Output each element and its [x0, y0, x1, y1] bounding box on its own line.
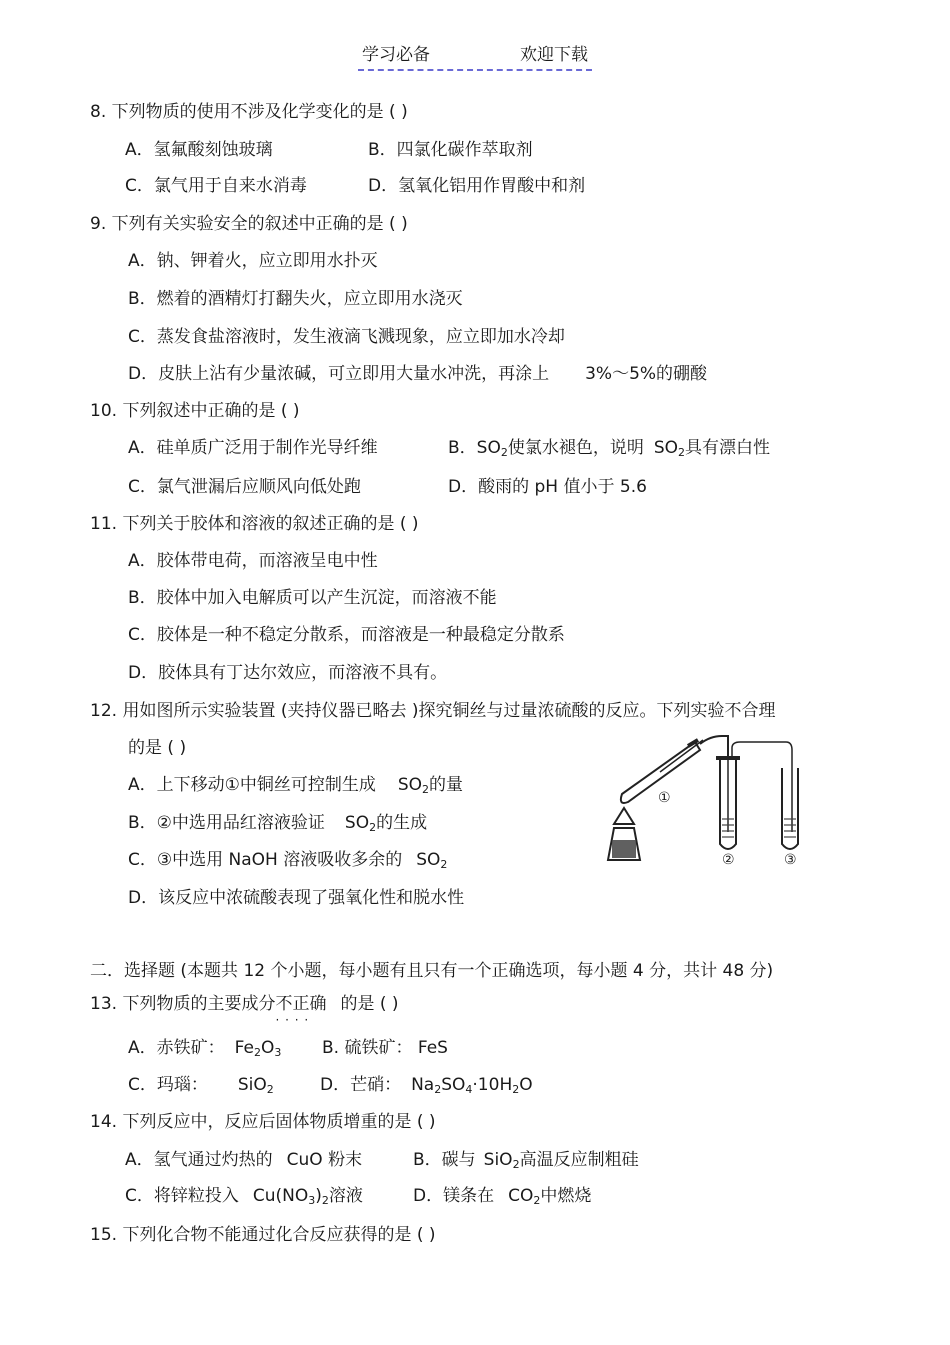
q14-b-text: B．碳与 [413, 1150, 476, 1170]
q13-d-so: SO [441, 1075, 466, 1095]
q13-d-o: O [519, 1075, 533, 1095]
q9-option-d [128, 362, 707, 386]
q12-a-text2: 的量 [429, 775, 464, 795]
q13-stem-text2: 的是 ( ) [340, 994, 399, 1014]
q13-option-a [128, 1036, 281, 1065]
q14-c-paren: ) [315, 1186, 322, 1206]
q14-c-sub2: 2 [321, 1194, 329, 1207]
q10-b-sub2: 2 [678, 446, 686, 459]
q15-stem: 15. 下列化合物不能通过化合反应获得的是 ( ) [90, 1225, 436, 1245]
q13-option-b: B. 硫铁矿： FeS [322, 1038, 448, 1058]
lamp-flame [614, 808, 634, 824]
q14-a-text2: CuO 粉末 [286, 1150, 363, 1170]
q10-option-b [448, 436, 770, 465]
delivery-tube-1 [700, 736, 728, 758]
q8-option-a: A．氢氟酸刻蚀玻璃 [125, 140, 273, 160]
q14-b-sub: 2 [512, 1158, 520, 1171]
q14-c-sub1: 3 [308, 1194, 316, 1207]
q14-option-c [125, 1184, 363, 1213]
q9-option-b: B．燃着的酒精灯打翻失火，应立即用水浇灭 [128, 289, 463, 309]
q13-a-sub2: 3 [274, 1046, 282, 1059]
q14-d-sub: 2 [533, 1194, 541, 1207]
q12-option-b [128, 811, 427, 840]
q12-a-text: A．上下移动①中铜丝可控制生成 [128, 775, 376, 795]
label-2: ② [722, 852, 735, 867]
q12-c-sub: 2 [440, 858, 448, 871]
q13-a-o: O [260, 1038, 275, 1058]
header-right: 欢迎下载 [520, 45, 588, 65]
q11-option-a: A．胶体带电荷，而溶液呈电中性 [128, 551, 378, 571]
q13-d-sub2: 4 [465, 1083, 473, 1096]
header-underline [358, 40, 592, 71]
q13-stem [90, 992, 399, 1016]
q8-option-c: C．氯气用于自来水消毒 [125, 176, 307, 196]
q14-c-text2: 溶液 [328, 1186, 363, 1206]
q12-option-c [128, 848, 447, 877]
q13-option-c [128, 1073, 274, 1102]
q13-d-text: D．芒硝： [320, 1075, 402, 1095]
q9-option-d-value: 3%～5%的硼酸 [585, 364, 708, 384]
q12-c-formula: SO [416, 850, 441, 870]
q11-stem: 11. 下列关于胶体和溶液的叙述正确的是 ( ) [90, 514, 419, 534]
q10-b-formula2: SO [653, 438, 679, 458]
q8-option-b: B．四氯化碳作萃取剂 [368, 140, 533, 160]
q13-stem-text: 13. 下列物质的主要成分 [90, 994, 276, 1014]
q12-a-sub: 2 [422, 783, 430, 796]
q14-d-formula: CO [508, 1186, 534, 1206]
q14-option-d [413, 1184, 591, 1213]
experiment-apparatus-figure [600, 732, 840, 867]
q9-option-d-text: D．皮肤上沾有少量浓碱，可立即用大量水冲洗，再涂上 [128, 364, 550, 384]
q11-option-b: B．胶体中加入电解质可以产生沉淀，而溶液不能 [128, 588, 497, 608]
q11-option-c: C．胶体是一种不稳定分散系，而溶液是一种最稳定分散系 [128, 625, 565, 645]
q13-c-text: C．玛瑙： [128, 1075, 208, 1095]
q14-d-text: D．镁条在 [413, 1186, 495, 1206]
q14-a-text: A．氢气通过灼热的 [125, 1150, 273, 1170]
label-1: ① [658, 790, 671, 806]
q14-b-formula: SiO [483, 1150, 513, 1170]
q11-option-d: D．胶体具有丁达尔效应，而溶液不具有。 [128, 663, 448, 683]
q10-b-sub: 2 [500, 446, 508, 459]
header-left: 学习必备 [362, 45, 430, 65]
q14-d-text2: 中燃烧 [540, 1186, 592, 1206]
copper-wire [660, 740, 703, 772]
q10-option-a: A．硅单质广泛用于制作光导纤维 [128, 438, 378, 458]
q12-b-sub: 2 [369, 821, 377, 834]
q10-option-c: C．氯气泄漏后应顺风向低处跑 [128, 477, 361, 497]
q12-b-text2: 的生成 [376, 813, 428, 833]
label-3: ③ [784, 852, 797, 867]
q12-stem-line1: 12. 用如图所示实验装置 (夹持仪器已略去 )探究铜丝与过量浓硫酸的反应。下列实验不合理 [90, 701, 776, 721]
liquid-dots [612, 818, 796, 858]
q9-option-a: A．钠、钾着火，应立即用水扑灭 [128, 251, 378, 271]
q13-option-d [320, 1073, 533, 1102]
q14-option-a [125, 1148, 362, 1172]
q13-a-sub1: 2 [253, 1046, 261, 1059]
q12-c-text: C．③中选用 NaOH 溶液吸收多余的 [128, 850, 403, 870]
q14-c-formula: Cu(NO [252, 1186, 309, 1206]
q12-option-d: D．该反应中浓硫酸表现了强氧化性和脱水性 [128, 888, 465, 908]
q12-b-formula: SO [344, 813, 370, 833]
q13-d-sub3: 2 [512, 1083, 520, 1096]
q13-a-fe: Fe [234, 1038, 254, 1058]
q10-option-d: D．酸雨的 pH 值小于 5.6 [448, 477, 647, 497]
q14-c-text: C．将锌粒投入 [125, 1186, 239, 1206]
q13-d-sub1: 2 [434, 1083, 442, 1096]
q9-option-c: C．蒸发食盐溶液时，发生液滴飞溅现象，应立即加水冷却 [128, 327, 565, 347]
q12-stem-line2: 的是 ( ) [128, 738, 187, 758]
q14-b-text2: 高温反应制粗硅 [519, 1150, 639, 1170]
q12-b-text: B．②中选用品红溶液验证 [128, 813, 325, 833]
q10-b-formula: B．SO [448, 438, 501, 458]
q13-d-h: ·10H [472, 1075, 513, 1095]
q14-option-b [413, 1148, 639, 1177]
q13-c-formula: SiO [237, 1075, 267, 1095]
page-header [0, 40, 950, 71]
section-2-title: 二．选择题 (本题共 12 个小题，每小题有且只有一个正确选项，每小题 4 分，共计 48 分) [90, 961, 774, 981]
q14-stem: 14. 下列反应中，反应后固体物质增重的是 ( ) [90, 1112, 436, 1132]
q13-a-text: A．赤铁矿： [128, 1038, 225, 1058]
q10-b-text2: 具有漂白性 [685, 438, 771, 458]
q8-option-d: D．氢氧化铝用作胃酸中和剂 [368, 176, 586, 196]
q10-b-text: 使氯水褪色，说明 [507, 438, 644, 458]
q9-stem: 9. 下列有关实验安全的叙述中正确的是 ( ) [90, 214, 408, 234]
q8-stem: 8. 下列物质的使用不涉及化学变化的是 ( ) [90, 102, 408, 122]
q13-emphasis: 不正确 · · · · [275, 994, 326, 1014]
q13-c-sub: 2 [266, 1083, 274, 1096]
q10-stem: 10. 下列叙述中正确的是 ( ) [90, 401, 300, 421]
q12-option-a [128, 773, 463, 802]
q12-a-formula: SO [397, 775, 423, 795]
q13-d-na: Na [411, 1075, 435, 1095]
